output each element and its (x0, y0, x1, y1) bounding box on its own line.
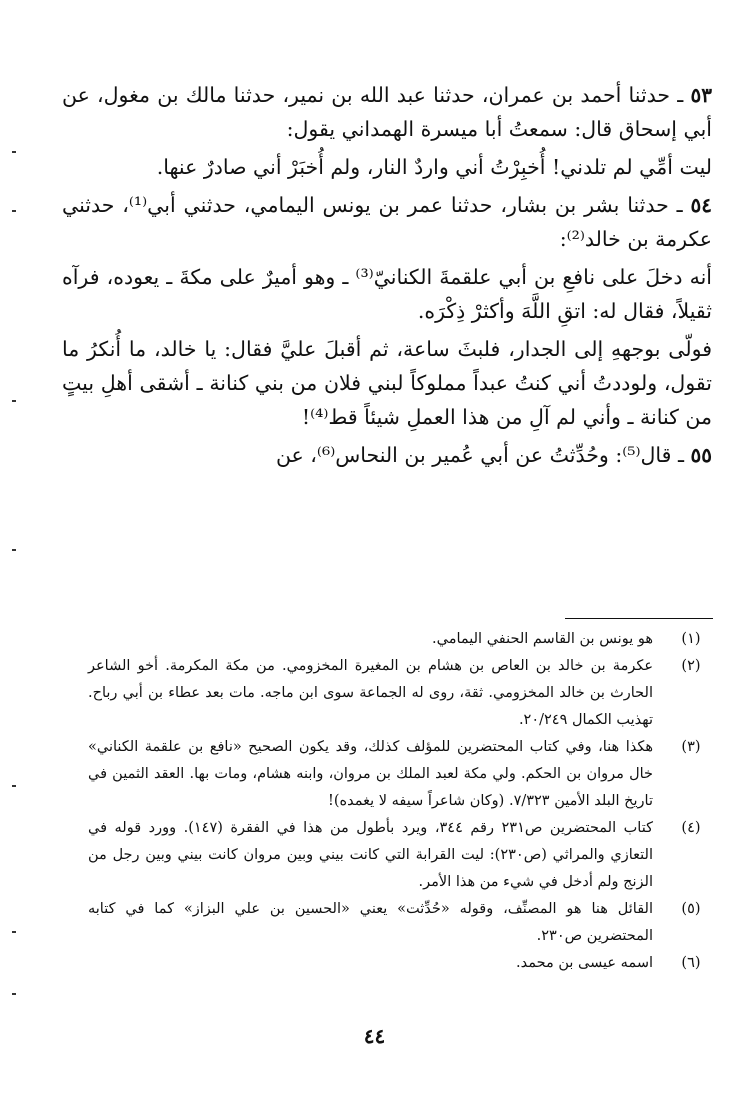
paragraph-text: أنه دخلَ على نافعِ بن أبي علقمةَ الكنانيّ⁽³⁾ ـ وهو أميرٌ على مكةَ ـ يعوده، فرآه ثقيلاً، فقال له: اتقِ اللَّهَ وأكثرْ ذِكْرَه. (62, 265, 712, 323)
paragraph-quote (62, 150, 712, 184)
paragraph-text: فولّى بوجههِ إلى الجدار، فلبثَ ساعة، ثم أقبلَ عليَّ فقال: يا خالد، ما أُنكرُ ما تقول، ولوددتُ أني كنتُ عبداً مملوكاً لبني فلان من بني كنانة ـ أشقى أهلِ بيتٍ من كنانة ـ وأني لم آلِ من هذا العملِ شيئاً قط⁽⁴⁾! (62, 337, 712, 429)
footnote-number: (١) (681, 631, 701, 647)
footnote-text: اسمه عيسى بن محمد. (515, 955, 653, 971)
hadith-number: ٥٤ (690, 193, 712, 217)
margin-mark (12, 931, 16, 933)
footnote-text: هكذا هنا، وفي كتاب المحتضرين للمؤلف كذلك، وقد يكون الصحيح «نافع بن علقمة الكناني» خال مروان بن الحكم. ولي مكة لعبد الملك بن مروان، وابنه هشام، ومات بها. العقد الثمين في تاريخ البلد الأمين ٧/٣٢٣. (وكان شاعراً سيفه لا يغمده)! (88, 739, 653, 809)
paragraph-narration (62, 260, 712, 328)
margin-mark (12, 210, 16, 212)
footnote (88, 653, 713, 734)
paragraph-text: ـ قال⁽⁵⁾: وحُدِّثتُ عن أبي عُمير بن النحاس⁽⁶⁾، عن (275, 443, 691, 467)
hadith-number: ٥٥ (690, 443, 712, 467)
margin-mark (12, 993, 16, 995)
footnote-separator (565, 618, 713, 619)
margin-mark (12, 549, 16, 551)
footnote (88, 896, 713, 950)
paragraph-54 (62, 188, 712, 256)
paragraph-55 (62, 438, 712, 472)
margin-mark (12, 151, 16, 153)
footnote-number: (٤) (681, 820, 701, 836)
footnote-number: (٢) (681, 658, 701, 674)
footnote-text: عكرمة بن خالد بن العاص بن هشام بن المغيرة المخزومي. من مكة المكرمة. أخو الشاعر الحارث بن خالد المخزومي. ثقة، روى له الجماعة سوى ابن ماجه. مات بعد عطاء بن أبي رباح. تهذيب الكمال ٢٠/٢٤٩. (88, 658, 653, 728)
hadith-number: ٥٣ (690, 83, 712, 107)
footnote-number: (٣) (681, 739, 701, 755)
footnote (88, 734, 713, 815)
footnote-number: (٥) (681, 901, 701, 917)
footnote (88, 815, 713, 896)
footnote-text: كتاب المحتضرين ص٢٣١ رقم ٣٤٤، ويرد بأطول من هذا في الفقرة (١٤٧). وورد قوله في التعازي والمراثي (ص٢٣٠): ليت القرابة التي كانت بيني وبين مروان كانت بيني وبين رجل من الزنج ولم أدخل في شيء من هذا الأمر. (88, 820, 653, 890)
page-number: ٤٤ (363, 1024, 386, 1048)
footnotes (88, 626, 713, 977)
footnote (88, 950, 713, 977)
paragraph-text: ـ حدثنا بشر بن بشار، حدثنا عمر بن يونس اليمامي، حدثني أبي⁽¹⁾، حدثني عكرمة بن خالد⁽²⁾: (62, 193, 712, 251)
margin-mark (12, 400, 16, 402)
footnote-number: (٦) (681, 955, 701, 971)
paragraph-narration (62, 332, 712, 434)
paragraph-text: ليت أمِّي لم تلدني! أُخبِرْتُ أني واردٌ النار، ولم أُخبَرْ أني صادرٌ عنها. (156, 155, 712, 179)
main-text (62, 78, 712, 476)
paragraph-53 (62, 78, 712, 146)
margin-mark (12, 785, 16, 787)
footnote (88, 626, 713, 653)
paragraph-text: ـ حدثنا أحمد بن عمران، حدثنا عبد الله بن نمير، حدثنا مالك بن مغول، عن أبي إسحاق قال: سمعتُ أبا ميسرة الهمداني يقول: (62, 83, 712, 141)
footnote-text: القائل هنا هو المصنِّف، وقوله «حُدِّثت» يعني «الحسين بن علي البزاز» كما في كتابه المحتضرين ص٢٣٠. (88, 901, 653, 944)
footnote-text: هو يونس بن القاسم الحنفي اليمامي. (432, 631, 653, 647)
